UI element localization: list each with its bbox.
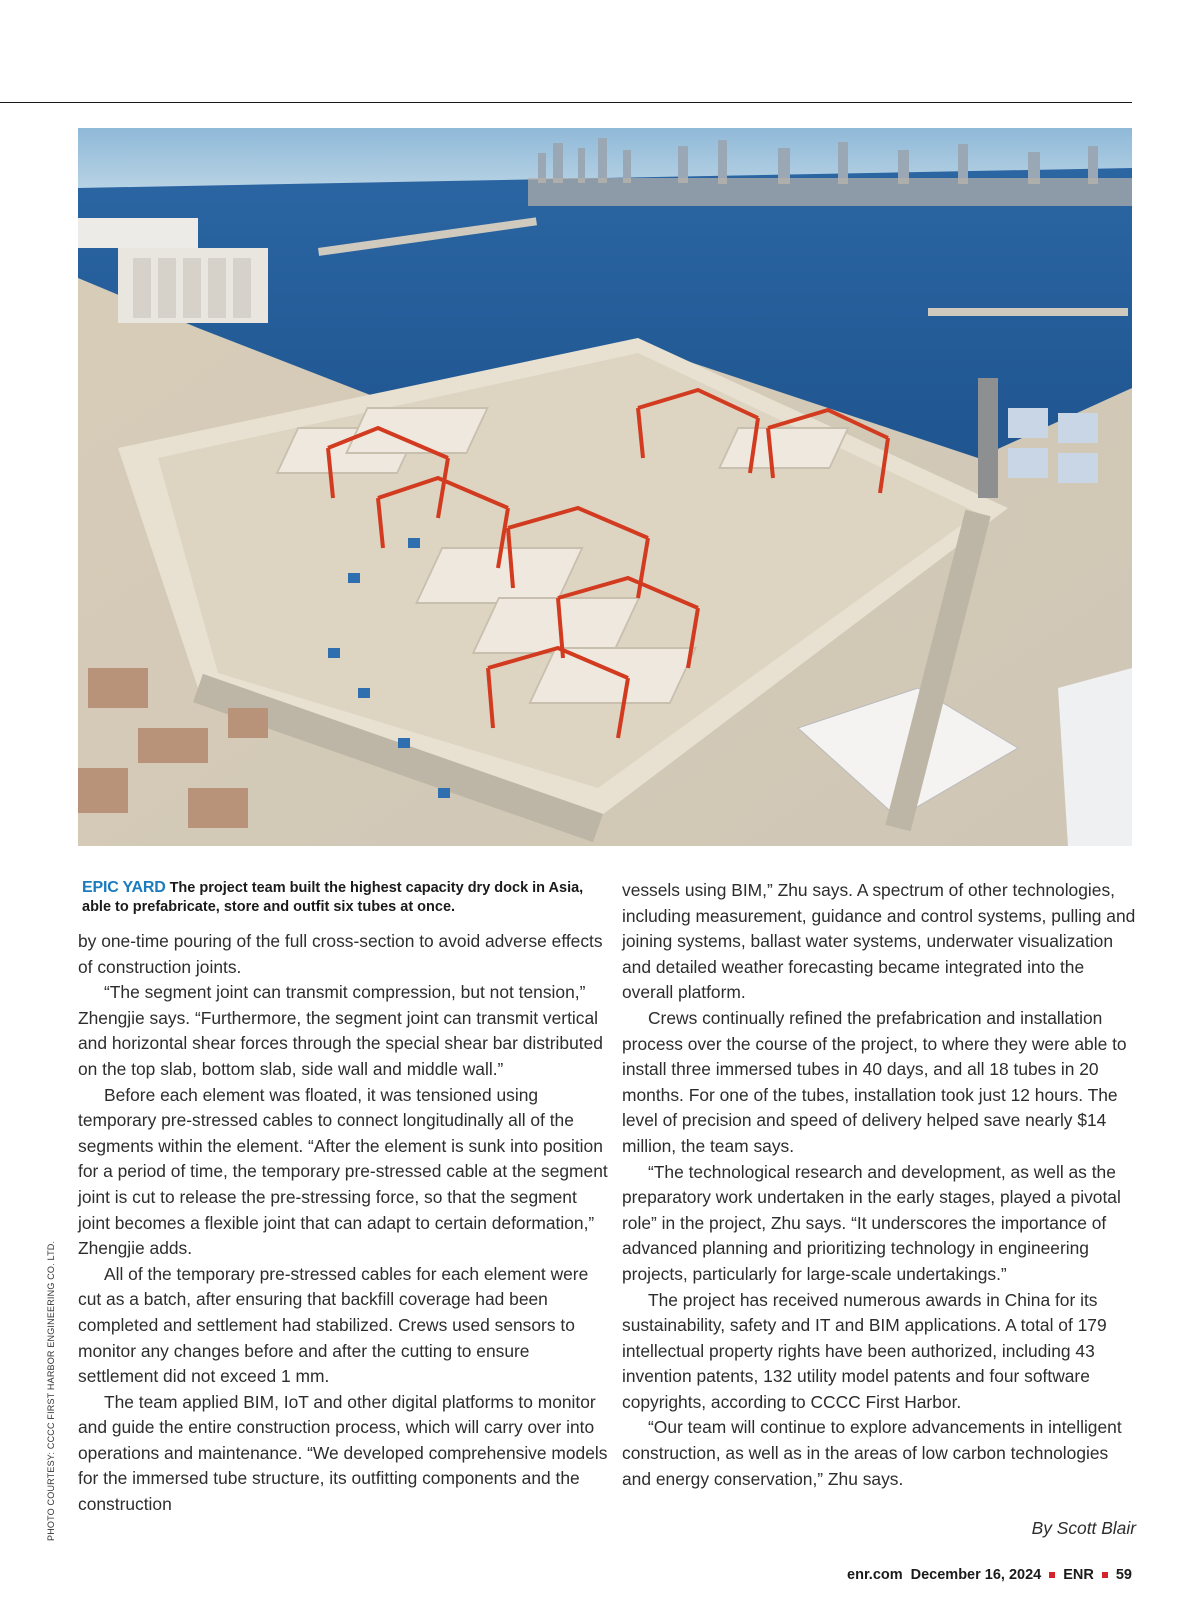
right-paragraph-4: The project has received numerous awards in China for its sustainability, safety and IT and BIM applications. A total of 179 intellectual property rights have been authorized, including 43 invention patents, 132 utility model patents and four software copyrights, according to CCCC First Harbor. [622,1289,1107,1412]
left-paragraph-1: by one-time pouring of the full cross-section to avoid adverse effects of construction joints. [78,931,603,977]
photo-illustration [78,128,1132,846]
separator-square-icon [1049,1572,1055,1578]
photo-caption [82,878,592,917]
page-footer [847,1567,1132,1583]
aerial-photo [78,128,1132,846]
right-paragraph-5: “Our team will continue to explore advancements in intelligent construction, as well as in the areas of low carbon technologies and energy conservation,” Zhu says. [622,1417,1122,1489]
right-column [622,878,1136,1492]
caption-text: The project team built the highest capacity dry dock in Asia, able to prefabricate, store and outfit six tubes at once. [82,880,584,915]
footer-date: December 16, 2024 [910,1567,1042,1583]
left-paragraph-2: “The segment joint can transmit compression, but not tension,” Zhengjie says. “Furthermore, the segment joint can transmit vertical and horizontal shear forces through the special shear bar distributed on the top slab, bottom slab, side wall and middle wall.” [78,982,603,1079]
caption-kicker: EPIC YARD [82,879,166,896]
footer-site[interactable]: enr.com [847,1567,903,1583]
footer-brand: ENR [1063,1567,1094,1583]
byline: By Scott Blair [1031,1518,1136,1538]
right-paragraph-2: Crews continually refined the prefabrication and installation process over the course of the project, to where they were able to install three immersed tubes in 40 days, and all 18 tubes in 20 months. For one of the tubes, installation took just 12 hours. The level of precision and speed of delivery helped save nearly $14 million, the team says. [622,1007,1127,1156]
left-column [78,929,608,1518]
separator-square-icon [1102,1572,1108,1578]
right-paragraph-1: vessels using BIM,” Zhu says. A spectrum of other technologies, including measurement, guidance and control systems, pulling and joining systems, ballast water systems, underwater visualization and detailed weather forecasting became integrated into the overall platform. [622,880,1136,1003]
photo-credit: PHOTO COURTESY: CCCC FIRST HARBOR ENGINEERING CO. LTD. [46,1240,56,1541]
left-paragraph-5: The team applied BIM, IoT and other digital platforms to monitor and guide the entire construction process, which will carry over into operations and maintenance. “We developed comprehensive models for the immersed tube structure, its outfitting components and the construction [78,1391,608,1515]
page-number: 59 [1115,1567,1132,1583]
right-paragraph-3: “The technological research and development, as well as the preparatory work undertaken in the early stages, played a pivotal role” in the project, Zhu says. “It underscores the importance of advanced planning and prioritizing technology in engineering projects, particularly for large-scale undertakings.” [622,1161,1121,1284]
top-rule [0,102,1132,103]
left-paragraph-3: Before each element was floated, it was tensioned using temporary pre-stressed cables to connect longitudinally all of the segments within the element. “After the element is sunk into position for a period of time, the temporary pre-stressed cable at the segment joint is cut to release the pre-stressing force, so that the segment joint becomes a flexible joint that can adapt to certain deformation,” Zhengjie adds. [78,1084,608,1259]
left-paragraph-4: All of the temporary pre-stressed cables for each element were cut as a batch, after ensuring that backfill coverage had been completed and settlement had stabilized. Crews used sensors to monitor any changes before and after the cutting to ensure settlement did not exceed 1 mm. [78,1263,589,1387]
